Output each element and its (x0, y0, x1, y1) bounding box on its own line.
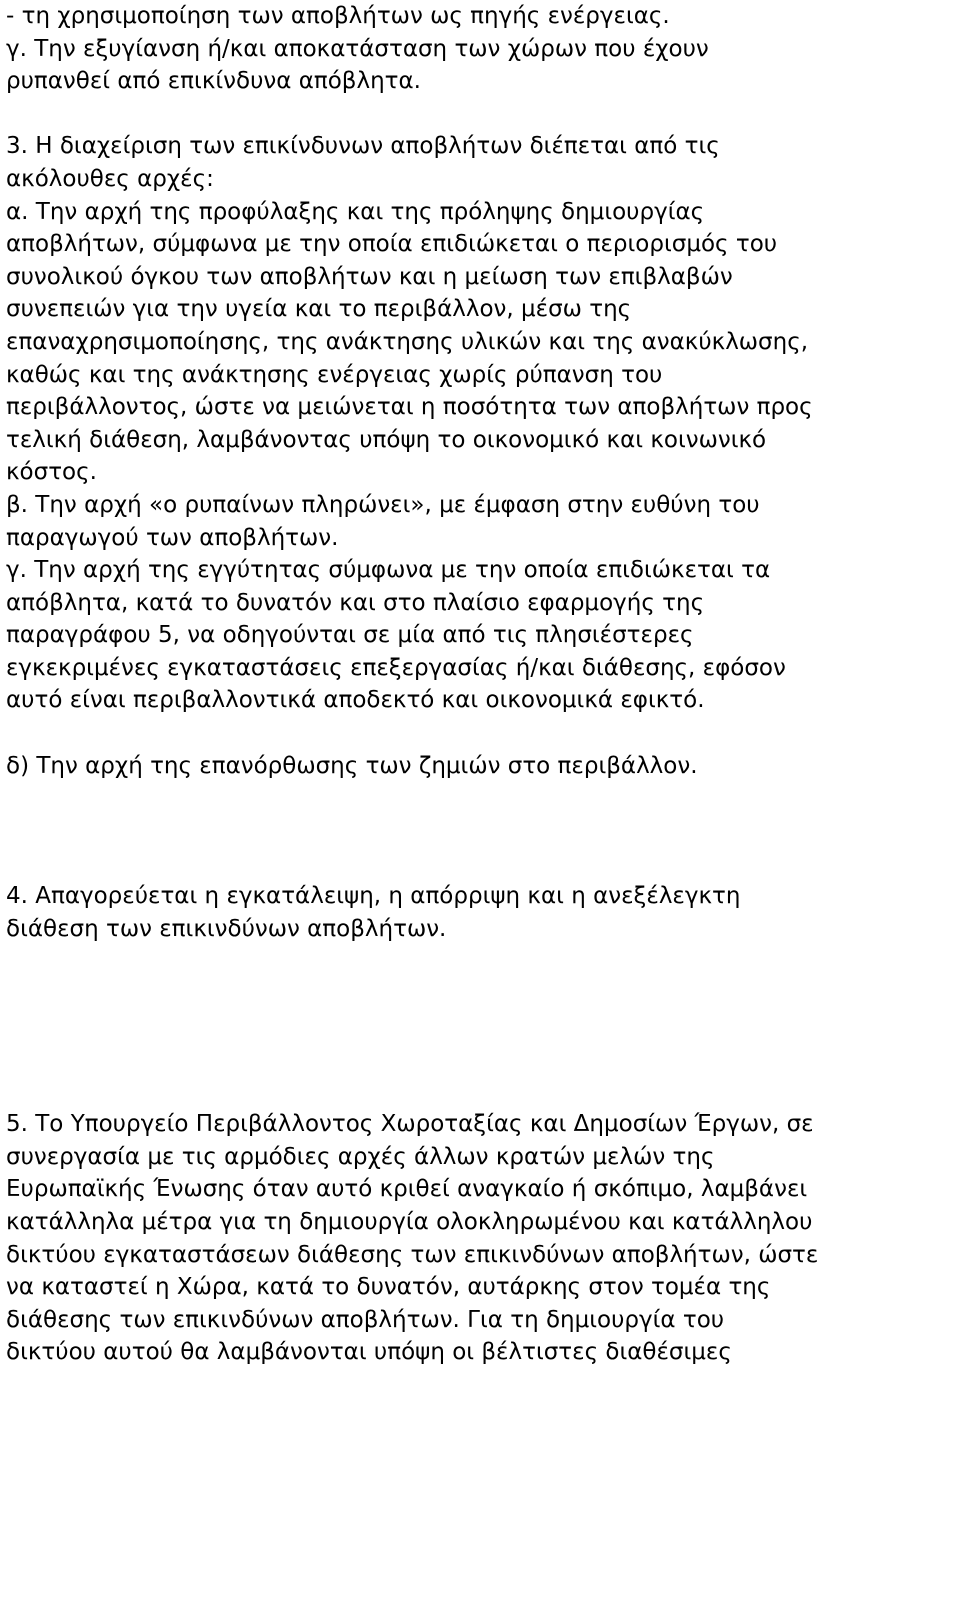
paragraph-gap (6, 717, 956, 750)
text-line: γ. Την αρχή της εγγύτητας σύμφωνα με την οποία επιδιώκεται τα (6, 557, 771, 584)
text-line: απόβλητα, κατά το δυνατόν και στο πλαίσιο εφαρμογής της (6, 589, 705, 616)
text-line: 4. Απαγορεύεται η εγκατάλειψη, η απόρριψη και η ανεξέλεγκτη (6, 883, 741, 910)
text-line: - τη χρησιμοποίηση των αποβλήτων ως πηγής ενέργειας. (6, 3, 670, 29)
paragraph-gap (6, 782, 956, 847)
text-line: διάθεση των επικινδύνων αποβλήτων. (6, 915, 447, 942)
principle-a-paragraph (6, 196, 956, 489)
paragraph-gap (6, 98, 956, 131)
text-line: ρυπανθεί από επικίνδυνα απόβλητα. (6, 68, 421, 95)
text-line: διάθεσης των επικινδύνων αποβλήτων. Για τη δημιουργία του (6, 1306, 725, 1333)
section-3-heading (6, 130, 956, 195)
text-line: δικτύου αυτού θα λαμβάνονται υπόψη οι βέλτιστες διαθέσιμες (6, 1339, 732, 1366)
paragraph-gap (6, 1076, 956, 1109)
document-page (6, 0, 956, 1369)
text-line: αποβλήτων, σύμφωνα με την οποία επιδιώκεται ο περιορισμός του (6, 231, 778, 258)
text-line: 5. Το Υπουργείο Περιβάλλοντος Χωροταξίας και Δημοσίων Έργων, σε (6, 1111, 814, 1138)
intro-paragraph (6, 0, 956, 33)
text-line: κόστος. (6, 459, 97, 486)
paragraph-gap (6, 945, 956, 1075)
item-1c-paragraph (6, 33, 956, 98)
text-line: δικτύου εγκαταστάσεων διάθεσης των επικινδύνων αποβλήτων, ώστε (6, 1241, 819, 1268)
text-line: παραγράφου 5, να οδηγούνται σε μία από τις πλησιέστερες (6, 622, 694, 649)
text-line: γ. Την εξυγίανση ή/και αποκατάσταση των χώρων που έχουν (6, 35, 709, 62)
text-line: κατάλληλα μέτρα για τη δημιουργία ολοκληρωμένου και κατάλληλου (6, 1208, 813, 1235)
text-line: τελική διάθεση, λαμβάνοντας υπόψη το οικονομικό και κοινωνικό (6, 426, 767, 453)
text-line: συνεργασία με τις αρμόδιες αρχές άλλων κρατών μελών της (6, 1143, 715, 1170)
text-line: δ) Την αρχή της επανόρθωσης των ζημιών στο περιβάλλον. (6, 752, 698, 779)
text-line: α. Την αρχή της προφύλαξης και της πρόληψης δημιουργίας (6, 198, 705, 225)
text-line: περιβάλλοντος, ώστε να μειώνεται η ποσότητα των αποβλήτων προς (6, 394, 813, 421)
text-line: επαναχρησιμοποίησης, της ανάκτησης υλικών και της ανακύκλωσης, (6, 328, 809, 355)
section-5-paragraph (6, 1108, 956, 1369)
text-line: να καταστεί η Χώρα, κατά το δυνατόν, αυτάρκης στον τομέα της (6, 1274, 771, 1301)
text-line: εγκεκριμένες εγκαταστάσεις επεξεργασίας ή/και διάθεσης, εφόσον (6, 654, 786, 681)
text-line: Ευρωπαϊκής Ένωσης όταν αυτό κριθεί αναγκαίο ή σκόπιμο, λαμβάνει (6, 1176, 808, 1203)
principle-d-paragraph (6, 750, 956, 783)
text-line: 3. Η διαχείριση των επικίνδυνων αποβλήτων διέπεται από τις (6, 133, 720, 160)
text-line: παραγωγού των αποβλήτων. (6, 524, 339, 551)
text-line: ακόλουθες αρχές: (6, 165, 214, 192)
text-line: β. Την αρχή «ο ρυπαίνων πληρώνει», με έμφαση στην ευθύνη του (6, 491, 760, 518)
section-4-paragraph (6, 880, 956, 945)
paragraph-gap (6, 847, 956, 880)
principle-b-paragraph (6, 489, 956, 554)
principle-c-paragraph (6, 554, 956, 717)
text-line: αυτό είναι περιβαλλοντικά αποδεκτό και οικονομικά εφικτό. (6, 687, 705, 714)
text-line: συνολικού όγκου των αποβλήτων και η μείωση των επιβλαβών (6, 263, 733, 290)
text-line: συνεπειών για την υγεία και το περιβάλλον, μέσω της (6, 296, 632, 323)
text-line: καθώς και της ανάκτησης ενέργειας χωρίς ρύπανση του (6, 361, 663, 388)
